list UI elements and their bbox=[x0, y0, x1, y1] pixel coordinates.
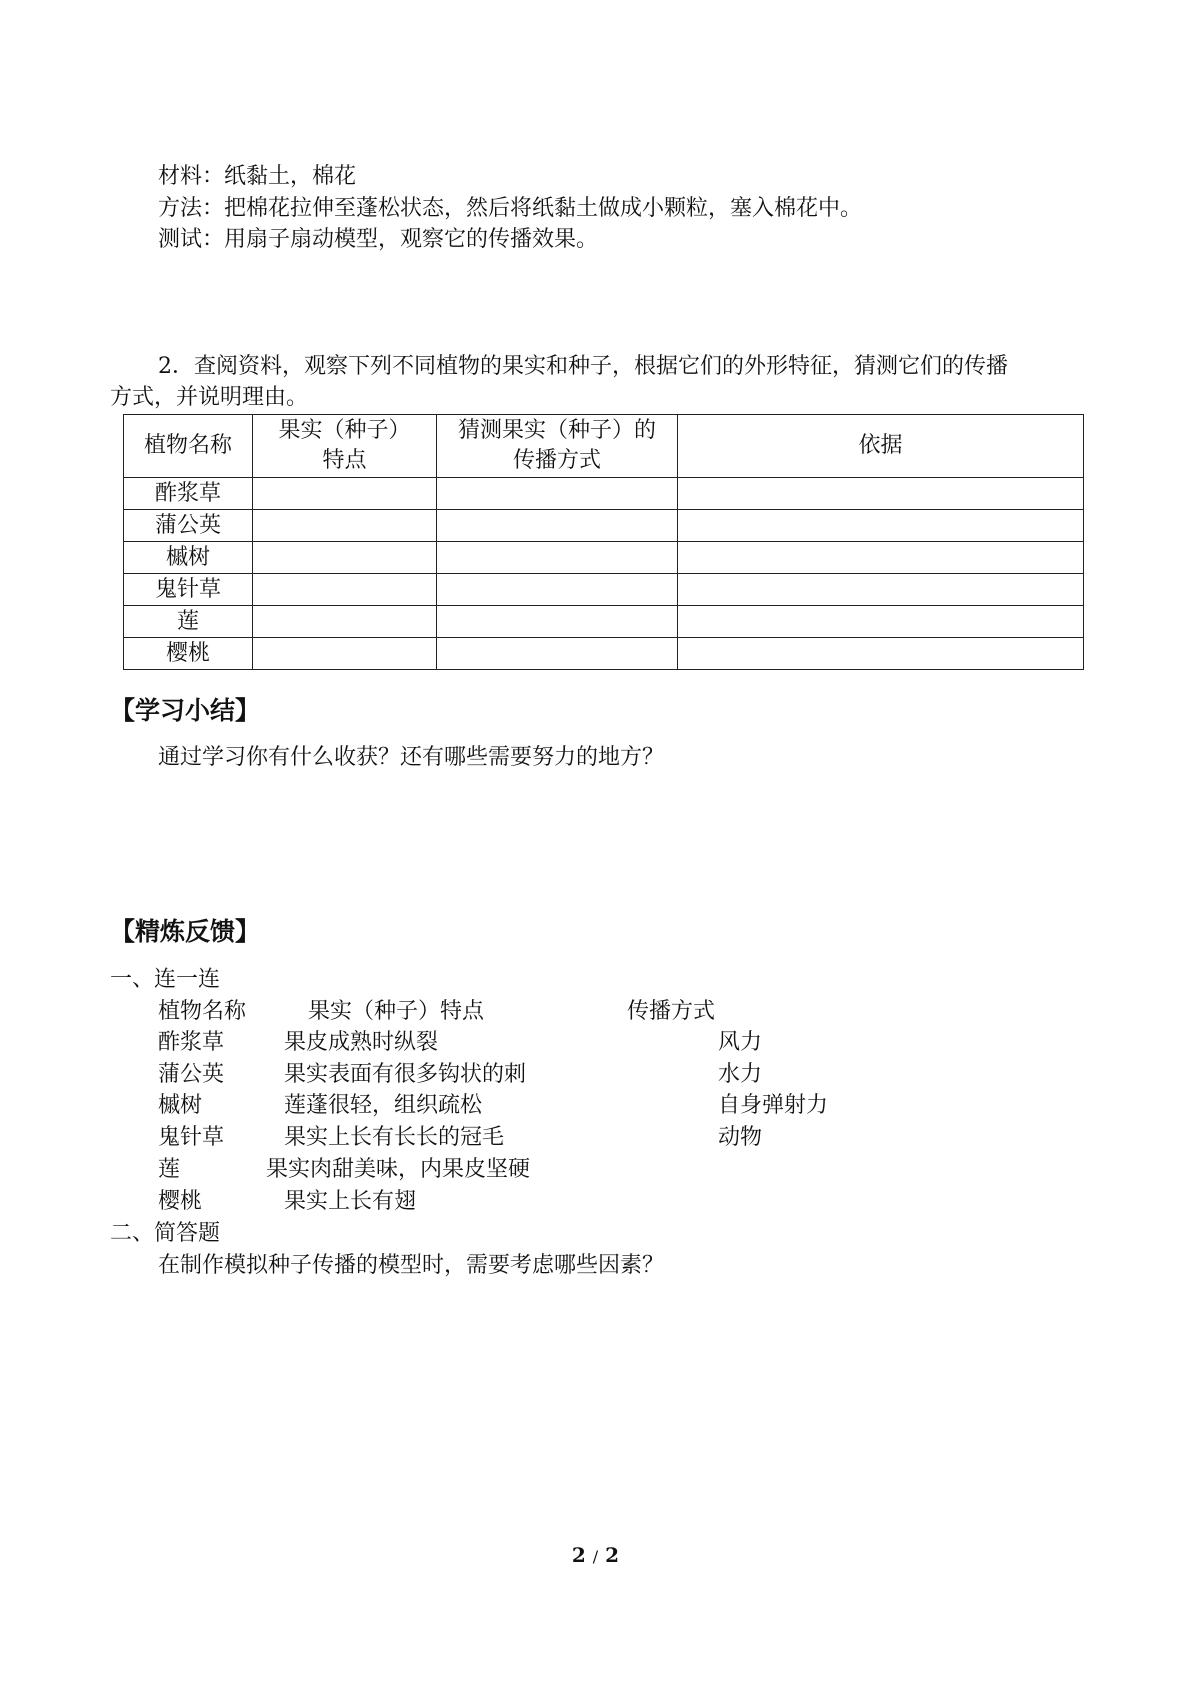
row-plant-name: 莲 bbox=[124, 606, 253, 638]
summary-question: 通过学习你有什么收获？还有哪些需要努力的地方？ bbox=[158, 745, 665, 770]
blank-cell[interactable] bbox=[678, 574, 1084, 606]
match-plant: 樱桃 bbox=[158, 1189, 203, 1214]
match-feature: 果皮成熟时纵裂 bbox=[284, 1030, 439, 1055]
page-number: 2 / 2 bbox=[571, 1543, 620, 1567]
blank-cell[interactable] bbox=[437, 574, 678, 606]
blank-cell[interactable] bbox=[253, 542, 437, 574]
header-guess-mode: 猜测果实（种子）的 传播方式 bbox=[437, 415, 678, 478]
feedback-heading: 【精炼反馈】 bbox=[110, 917, 261, 946]
match-feature: 果实上长有长长的冠毛 bbox=[284, 1125, 505, 1150]
match-mode: 风力 bbox=[718, 1030, 763, 1055]
part2-question: 在制作模拟种子传播的模型时，需要考虑哪些因素？ bbox=[158, 1253, 665, 1278]
blank-cell[interactable] bbox=[253, 638, 437, 670]
part1-title: 一、连一连 bbox=[110, 967, 221, 992]
seed-dispersal-table bbox=[123, 414, 1084, 670]
match-feature: 果实上长有翅 bbox=[284, 1189, 417, 1214]
blank-cell[interactable] bbox=[253, 510, 437, 542]
match-header-mode: 传播方式 bbox=[627, 999, 716, 1024]
match-mode: 水力 bbox=[718, 1062, 763, 1087]
match-mode: 动物 bbox=[718, 1125, 763, 1150]
test-line: 测试：用扇子扇动模型，观察它的传播效果。 bbox=[158, 227, 599, 252]
match-plant: 酢浆草 bbox=[158, 1030, 225, 1055]
task2-line1: 2．查阅资料，观察下列不同植物的果实和种子，根据它们的外形特征，猜测它们的传播 bbox=[158, 354, 1008, 379]
match-feature: 果实肉甜美味，内果皮坚硬 bbox=[266, 1157, 531, 1182]
row-plant-name: 鬼针草 bbox=[124, 574, 253, 606]
table-row bbox=[124, 542, 1084, 574]
header-plant-name: 植物名称 bbox=[124, 415, 253, 478]
task2-line2: 方式，并说明理由。 bbox=[110, 385, 309, 410]
table-row bbox=[124, 478, 1084, 510]
row-plant-name: 蒲公英 bbox=[124, 510, 253, 542]
table-header-row bbox=[124, 415, 1084, 478]
header-fruit-feature: 果实（种子） 特点 bbox=[253, 415, 437, 478]
summary-heading: 【学习小结】 bbox=[110, 696, 261, 725]
blank-cell[interactable] bbox=[253, 606, 437, 638]
match-header-feature: 果实（种子）特点 bbox=[308, 999, 485, 1024]
blank-cell[interactable] bbox=[678, 542, 1084, 574]
table-row bbox=[124, 510, 1084, 542]
blank-cell[interactable] bbox=[437, 638, 678, 670]
table-row bbox=[124, 606, 1084, 638]
blank-cell[interactable] bbox=[253, 574, 437, 606]
row-plant-name: 酢浆草 bbox=[124, 478, 253, 510]
table-row bbox=[124, 574, 1084, 606]
blank-cell[interactable] bbox=[437, 606, 678, 638]
match-header-plant: 植物名称 bbox=[158, 999, 247, 1024]
match-plant: 鬼针草 bbox=[158, 1125, 225, 1150]
blank-cell[interactable] bbox=[678, 478, 1084, 510]
row-plant-name: 樱桃 bbox=[124, 638, 253, 670]
match-plant: 蒲公英 bbox=[158, 1062, 225, 1087]
blank-cell[interactable] bbox=[678, 510, 1084, 542]
method-line: 方法：把棉花拉伸至蓬松状态，然后将纸黏土做成小颗粒，塞入棉花中。 bbox=[158, 196, 863, 221]
table-row bbox=[124, 638, 1084, 670]
header-basis: 依据 bbox=[678, 415, 1084, 478]
blank-cell[interactable] bbox=[678, 638, 1084, 670]
blank-cell[interactable] bbox=[678, 606, 1084, 638]
blank-cell[interactable] bbox=[437, 510, 678, 542]
blank-cell[interactable] bbox=[253, 478, 437, 510]
match-feature: 莲蓬很轻，组织疏松 bbox=[284, 1093, 483, 1118]
row-plant-name: 槭树 bbox=[124, 542, 253, 574]
match-feature: 果实表面有很多钩状的刺 bbox=[284, 1062, 527, 1087]
materials-line: 材料：纸黏土，棉花 bbox=[158, 164, 357, 189]
match-plant: 槭树 bbox=[158, 1093, 203, 1118]
blank-cell[interactable] bbox=[437, 542, 678, 574]
part2-title: 二、简答题 bbox=[110, 1221, 221, 1246]
match-plant: 莲 bbox=[158, 1157, 181, 1182]
blank-cell[interactable] bbox=[437, 478, 678, 510]
match-mode: 自身弹射力 bbox=[718, 1093, 829, 1118]
